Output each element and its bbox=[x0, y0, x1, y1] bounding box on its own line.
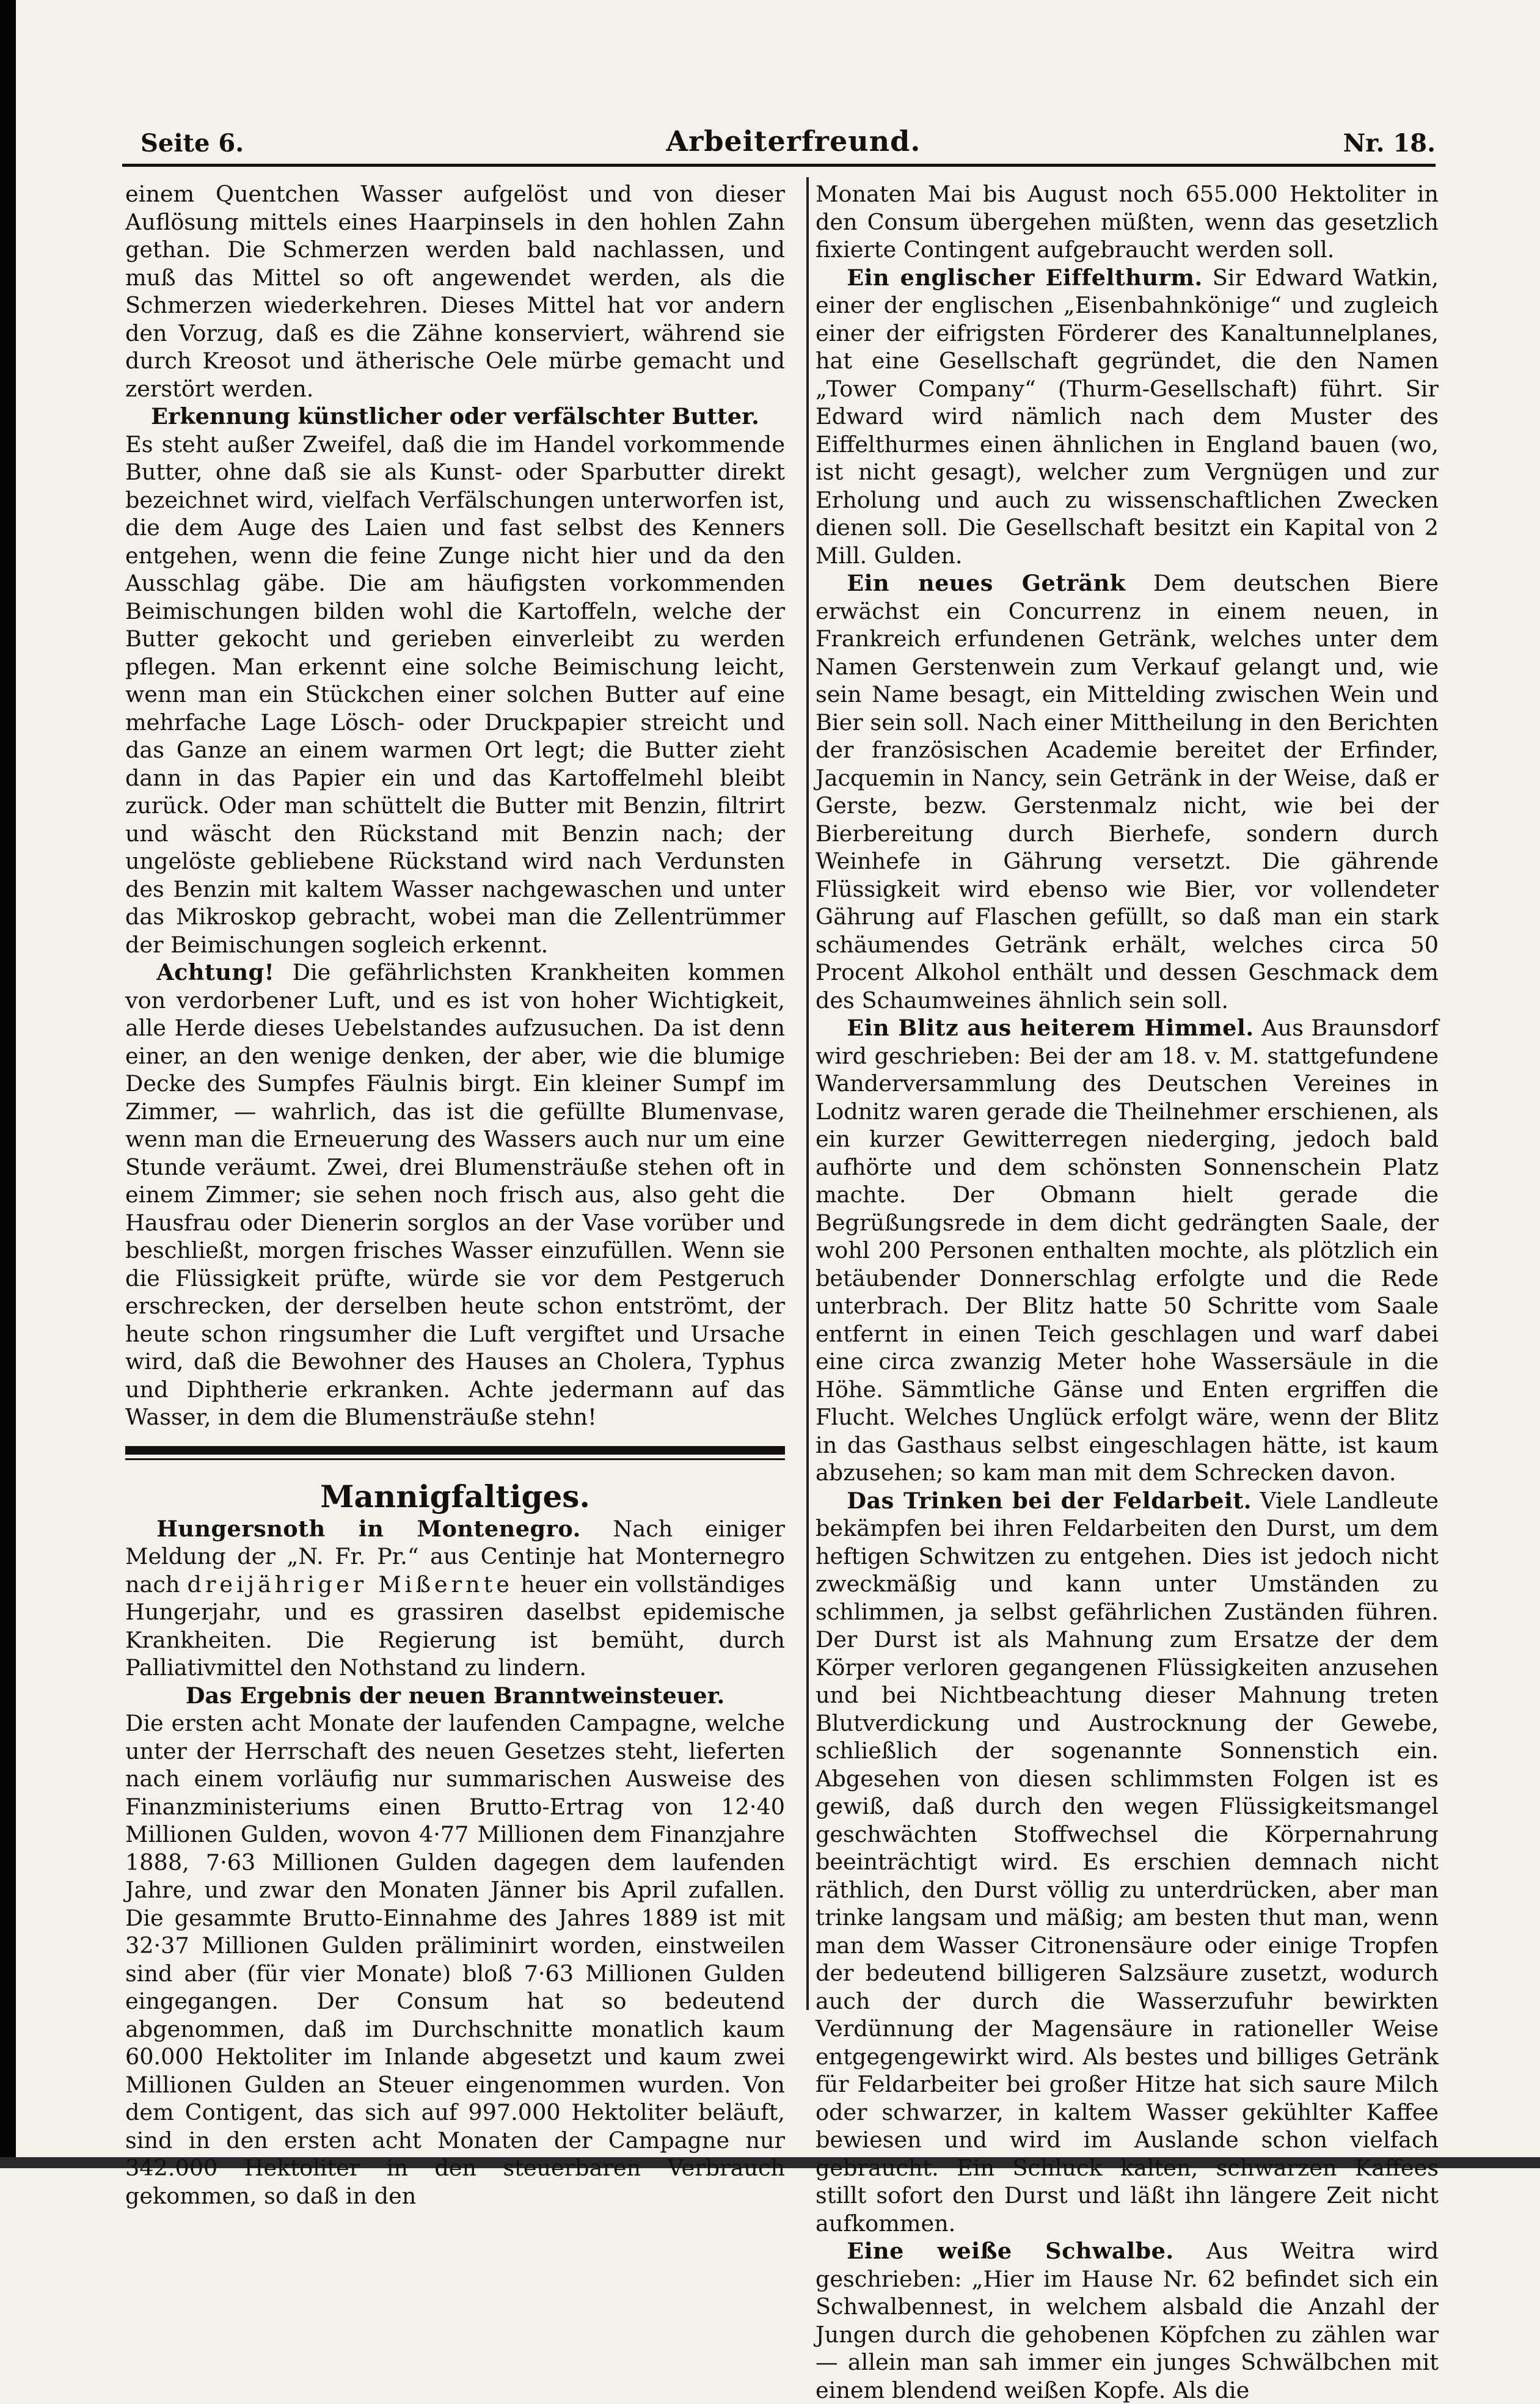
getraenk-heading: Ein neues Getränk bbox=[847, 570, 1126, 596]
left-column bbox=[125, 180, 785, 2210]
getraenk-text: Dem deutschen Biere erwächst ein Concurrenz in einem neuen, in Frankreich erfundenen Getränk, welches unter dem Namen Gerstenwein zum Verkauf gelangt und, wie sein Name besagt, ein Mittelding zwischen Wein und Bier sein soll. Nach einer Mittheilung in den Berichten der französischen Academie bereitet der Erfinder, Jacquemin in Nancy, sein Getränk in der Weise, daß er Gerste, bezw. Gerstenmalz nicht, wie bei der Bierbereitung durch Bierhefe, sondern durch Weinhefe in Gährung versetzt. Die gährende Flüssigkeit wird ebenso wie Bier, vor vollendeter Gährung auf Flaschen gefüllt, so daß man ein stark schäumendes Getränk erhält, welches circa 50 Procent Alkohol enthält und dessen Geschmack dem des Schaumweines ähnlich sein soll. bbox=[816, 570, 1439, 1014]
eiffel-text: Sir Edward Watkin, einer der englischen „Eisenbahnkönige“ und zugleich einer der eifrigsten Förderer des Kanaltunnelplanes, hat eine Gesellschaft gegründet, die den Namen „Tower Company“ (Thurm-Gesellschaft) führt. Sir Edward wird nämlich nach dem Muster des Eiffelthurmes einen ähnlichen in England bauen (wo, ist nicht gesagt), welcher zum Vergnügen und zur Erholung und auch zu wissenschaftlichen Zwecken dienen soll. Die Gesellschaft besitzt ein Kapital von 2 Mill. Gulden. bbox=[816, 264, 1439, 569]
hunger-text-a: Nach einiger Meldung der „N. Fr. Pr.“ aus Centinje hat Monternegro nach bbox=[125, 1515, 785, 1598]
page-number: Seite 6. bbox=[140, 129, 244, 158]
branntwein-article: Die ersten acht Monate der laufenden Campagne, welche unter der Herrschaft des neuen Gesetzes steht, lieferten nach einem vorläufig nur summarischen Ausweise des Finanzministeriums einen Brutto-Ertrag von 12·40 Millionen Gulden, wovon 4·77 Millionen dem Finanzjahre 1888, 7·63 Millionen Gulden dagegen dem laufenden Jahre, und zwar den Monaten Jänner bis April zufallen. Die gesammte Brutto-Einnahme des Jahres 1889 ist mit 32·37 Millionen Gulden präliminirt worden, einstweilen sind aber (für vier Monate) bloß 7·63 Millionen Gulden eingegangen. Der Consum hat so bedeutend abgenommen, daß im Durchschnitte monatlich kaum 60.000 Hektoliter im Inlande abgesetzt und kaum zwei Millionen Gulden an Steuer eingenommen wurden. Von dem Contigent, das sich auf 997.000 Hektoliter beläuft, sind in den ersten acht Monaten der Campagne nur 342.000 Hektoliter in den steuerbaren Verbrauch gekommen, so daß in den bbox=[125, 1710, 785, 2209]
hunger-spaced: dreijähriger Mißernte bbox=[187, 1571, 513, 1598]
blitz-heading: Ein Blitz aus heiterem Himmel. bbox=[847, 1015, 1254, 1041]
blitz-text: Aus Braunsdorf wird geschrieben: Bei der am 18. v. M. stattgefundene Wanderversammlung des Deutschen Vereines in Lodnitz waren gerade die Theilnehmer erschienen, als ein kurzer Gewitterregen niederging, jedoch bald aufhörte und dem schönsten Sonnenschein Platz machte. Der Obmann hielt gerade die Begrüßungsrede in dem dicht gedrängten Saale, der wohl 200 Personen enthalten mochte, als plötzlich ein betäubender Donnerschlag erfolgte und die Rede unterbrach. Der Blitz hatte 50 Schritte vom Saale entfernt in einen Teich geschlagen und warf dabei eine circa zwanzig Meter hohe Wassersäule in die Höhe. Sämmtliche Gänse und Enten ergriffen die Flucht. Welches Unglück erfolgt wäre, wenn der Blitz in das Gasthaus selbst eingeschlagen hätte, ist kaum abzusehen; so kam man mit dem Schrecken davon. bbox=[816, 1015, 1439, 1486]
eiffel-heading: Ein englischer Eiffelthurm. bbox=[847, 264, 1203, 291]
column-divider bbox=[806, 177, 809, 2010]
butter-heading: Erkennung künstlicher oder verfälschter Butter. bbox=[151, 403, 759, 429]
schwalbe-heading: Eine weiße Schwalbe. bbox=[847, 2238, 1174, 2264]
issue-number: Nr. 18. bbox=[1343, 129, 1436, 158]
achtung-text: Die gefährlichsten Krankheiten kommen von verdorbener Luft, und es ist von hoher Wichtigkeit, alle Herde dieses Uebelstandes aufzusuchen. Da ist denn einer, an den wenige denken, der aber, wie die blumige Decke des Sumpfes Fäulnis birgt. Ein kleiner Sumpf im Zimmer, — wahrlich, das ist die gefüllte Blumenvase, wenn man die Erneuerung des Wassers auch nur um eine Stunde veräumt. Zwei, drei Blumensträuße stehen oft in einem Zimmer; sie sehen noch frisch aus, also geht die Hausfrau oder Dienerin sorglos an der Vase vorüber und beschließt, morgen frisches Wasser einzufüllen. Wenn sie die Flüssigkeit prüfte, würde sie vor dem Pestgeruch erschrecken, der derselben heute schon entströmt, der heute schon ringsumher die Luft vergiftet und Ursache wird, daß die Bewohner des Hauses an Cholera, Typhus und Diphtherie erkranken. Achte jedermann auf das Wasser, in dem die Blumensträuße stehn! bbox=[125, 959, 785, 1430]
branntwein-heading: Das Ergebnis der neuen Branntweinsteuer. bbox=[185, 1682, 725, 1709]
right-column bbox=[816, 180, 1439, 2404]
blitz-article bbox=[816, 1014, 1439, 1487]
newspaper-title: Arbeiterfreund. bbox=[666, 125, 921, 158]
header-rule bbox=[122, 164, 1436, 167]
branntwein-continuation: Monaten Mai bis August noch 655.000 Hektoliter in den Consum übergehen müßten, wenn das gesetzlich fixierte Contingent aufgebraucht werden soll. bbox=[816, 181, 1439, 263]
trinken-heading: Das Trinken bei der Feldarbeit. bbox=[847, 1487, 1252, 1514]
trinken-text: Viele Landleute bekämpfen bei ihren Feldarbeiten den Durst, um dem heftigen Schwitzen zu entgehen. Dies ist jedoch nicht zweckmäßig und kann unter Umständen zu schlimmen, ja selbst gefährlichen Zuständen führen. Der Durst ist als Mahnung zum Ersatze der dem Körper verloren gegangenen Flüssigkeiten anzusehen und bei Nichtbeachtung dieser Mahnung treten Blutverdickung und Austrocknung der Gewebe, schließlich der sogenannte Sonnenstich ein. Abgesehen von diesen schlimmsten Folgen ist es gewiß, daß durch den wegen Flüssigkeitsmangel geschwächten Stoffwechsel die Körpernahrung beeinträchtigt wird. Es erschien demnach nicht räthlich, den Durst völlig zu unterdrücken, aber man trinke langsam und mäßig; am besten thut man, wenn man dem Wasser Citronensäure oder einige Tropfen der bedeutend billigeren Salzsäure zusetzt, wodurch auch der durch die Wasserzufuhr bewirkten Verdünnung der Magensäure in rationeller Weise entgegengewirkt wird. Als bestes und billiges Getränk für Feldarbeiter bei großer Hitze hat sich saure Milch oder schwarzer, in kaltem Wasser gekühlter Kaffee bewiesen und wird im Auslande schon vielfach gebraucht. Ein Schluck kalten, schwarzen Kaffees stillt sofort den Durst und läßt ihn längere Zeit nicht aufkommen. bbox=[816, 1487, 1439, 2237]
toothache-continuation: einem Quentchen Wasser aufgelöst und von dieser Auflösung mittels eines Haarpinsels in den hohlen Zahn gethan. Die Schmerzen werden bald nachlassen, und muß das Mittel so oft angewendet werden, als die Schmerzen wiederkehren. Dieses Mittel hat vor andern den Vorzug, daß es die Zähne konserviert, während sie durch Kreosot und ätherische Oele mürbe gemacht und zerstört werden. bbox=[125, 181, 785, 402]
butter-article: Es steht außer Zweifel, daß die im Handel vorkommende Butter, ohne daß sie als Kunst- oder Sparbutter direkt bezeichnet wird, vielfach Verfälschungen unterworfen ist, die dem Auge des Laien und fast selbst des Kenners entgehen, wenn die feine Zunge nicht hier und da den Ausschlag gäbe. Die am häufigsten vorkommenden Beimischungen bilden wohl die Kartoffeln, welche der Butter gekocht und gerieben einverleibt zu werden pflegen. Man erkennt eine solche Beimischung leicht, wenn man ein Stückchen einer solchen Butter auf eine mehrfache Lage Lösch- oder Druckpapier streicht und das Ganze an einem warmen Ort legt; die Butter zieht dann in das Papier ein und das Kartoffelmehl bleibt zurück. Oder man schüttelt die Butter mit Benzin, filtrirt und wäscht den Rückstand mit Benzin nach; der ungelöste gebliebene Rückstand wird nach Verdunsten des Benzin mit kaltem Wasser nachgewaschen und unter das Mikroskop gebracht, wobei man die Zellentrümmer der Beimischungen sogleich erkennt. bbox=[125, 431, 785, 958]
section-rule-thin bbox=[125, 1458, 785, 1460]
schwalbe-article bbox=[816, 2237, 1439, 2404]
achtung-article bbox=[125, 959, 785, 1431]
schwalbe-text: Aus Weitra wird geschrieben: „Hier im Hause Nr. 62 befindet sich ein Schwalbennest, in welchem alsbald die Anzahl der Jungen durch die gehobenen Köpfchen zu zählen war — allein man sah immer ein junges Schwälbchen mit einem blendend weißen Kopfe. Als die bbox=[816, 2238, 1439, 2403]
achtung-heading: Achtung! bbox=[156, 959, 275, 985]
hunger-text-b: heuer ein vollständiges Hungerjahr, und es grassiren daselbst epidemische Krankheiten. Die Regierung ist bemüht, durch Palliativmittel den Nothstand zu lindern. bbox=[125, 1571, 785, 1681]
getraenk-article bbox=[816, 569, 1439, 1014]
hunger-heading: Hungersnoth in Montenegro. bbox=[156, 1515, 581, 1542]
section-title: Mannigfaltiges. bbox=[320, 1478, 590, 1514]
section-rule-thick bbox=[125, 1446, 785, 1455]
scan-edge bbox=[0, 0, 16, 2168]
eiffel-article bbox=[816, 264, 1439, 570]
hunger-article bbox=[125, 1515, 785, 1682]
trinken-article bbox=[816, 1487, 1439, 2238]
page-header bbox=[140, 115, 1436, 158]
